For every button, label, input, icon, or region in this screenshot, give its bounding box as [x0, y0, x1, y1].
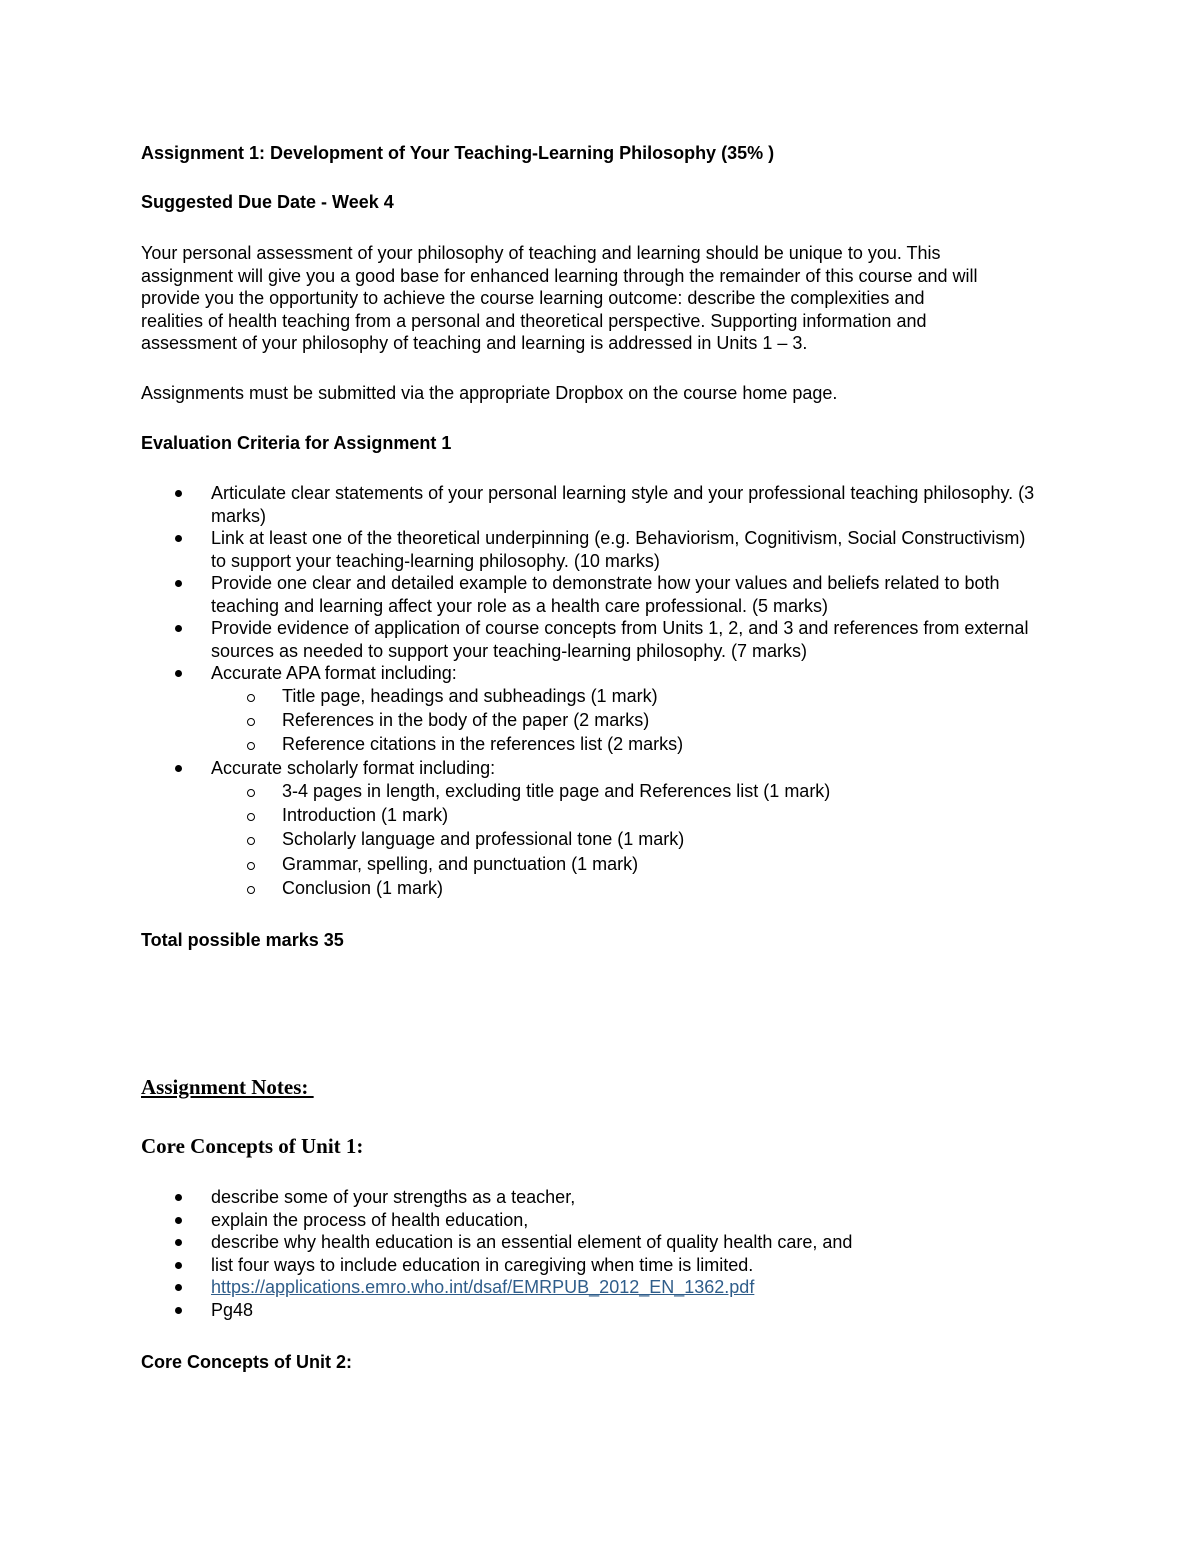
bullet-icon — [175, 535, 182, 542]
list-item — [141, 757, 1041, 901]
sub-item-text: 3-4 pages in length, excluding title page and References list (1 mark) — [282, 780, 831, 801]
criterion-text: Accurate scholarly format including: — [211, 758, 496, 779]
intro-line: provide you the opportunity to achieve the course learning outcome: describe the complexities and — [141, 288, 925, 308]
sub-list-item — [211, 853, 1041, 877]
bullet-icon — [175, 1307, 182, 1314]
list-item — [141, 1231, 1041, 1254]
sub-list — [141, 685, 1041, 758]
intro-line: assessment of your philosophy of teaching and learning is addressed in Units 1 – 3. — [141, 333, 808, 353]
notes-heading: Assignment Notes: — [141, 1075, 314, 1099]
sub-list — [141, 780, 1041, 901]
circle-bullet-icon — [247, 694, 255, 702]
list-item-text: list four ways to include education in caregiving when time is limited. — [211, 1254, 754, 1275]
criterion-text: Accurate APA format including: — [211, 663, 457, 683]
bullet-icon — [175, 1239, 182, 1246]
due-date: Suggested Due Date - Week 4 — [141, 192, 394, 212]
sub-item-text: Grammar, spelling, and punctuation (1 mark) — [282, 853, 639, 874]
bullet-icon — [175, 670, 182, 677]
unit2-heading: Core Concepts of Unit 2: — [141, 1352, 353, 1372]
sub-item-text: Conclusion (1 mark) — [282, 878, 444, 899]
circle-bullet-icon — [247, 813, 255, 821]
bullet-icon — [175, 1194, 182, 1201]
circle-bullet-icon — [247, 837, 255, 845]
circle-bullet-icon — [247, 789, 255, 797]
list-item — [141, 1276, 1041, 1299]
sub-list-item — [211, 877, 1041, 901]
list-item — [141, 482, 1041, 527]
sub-list-item — [211, 709, 1041, 733]
list-item — [141, 572, 1041, 617]
sub-list-item — [211, 733, 1041, 757]
bullet-icon — [175, 625, 182, 632]
sub-item-text: Title page, headings and subheadings (1 mark) — [282, 685, 658, 706]
who-pdf-link[interactable]: https://applications.emro.who.int/dsaf/EMRPUB_2012_EN_1362.pdf — [211, 1277, 755, 1297]
list-item — [141, 617, 1041, 662]
list-item — [141, 1299, 1041, 1322]
total-marks: Total possible marks 35 — [141, 930, 344, 950]
sub-list-item — [211, 685, 1041, 709]
circle-bullet-icon — [247, 742, 255, 750]
submission-note: Assignments must be submitted via the appropriate Dropbox on the course home page. — [141, 383, 838, 403]
intro-paragraph — [141, 242, 1061, 355]
intro-line: assignment will give you a good base for enhanced learning through the remainder of this course and will — [141, 265, 978, 286]
intro-line: realities of health teaching from a personal and theoretical perspective. Supporting information and — [141, 310, 927, 331]
sub-item-text: Introduction (1 mark) — [282, 805, 449, 826]
list-item — [141, 1209, 1041, 1232]
sub-list-item — [211, 780, 1041, 804]
circle-bullet-icon — [247, 718, 255, 726]
list-item-text: Pg48 — [211, 1299, 254, 1320]
bullet-icon — [175, 490, 182, 497]
list-item — [141, 527, 1041, 572]
sub-list-item — [211, 828, 1041, 852]
list-item — [141, 662, 1041, 757]
sub-item-text: Scholarly language and professional tone (1 mark) — [282, 829, 685, 850]
sub-item-text: Reference citations in the references list (2 marks) — [282, 734, 684, 755]
criterion-text: Provide one clear and detailed example to demonstrate how your values and beliefs related to both teaching and learning affect your role as a health care professional. (5 marks) — [211, 573, 1000, 616]
list-item-text: describe why health education is an essential element of quality health care, and — [211, 1232, 853, 1252]
list-item-text: describe some of your strengths as a teacher, — [211, 1187, 576, 1207]
list-item — [141, 1254, 1041, 1277]
sub-list-item — [211, 804, 1041, 828]
criterion-text: Provide evidence of application of course concepts from Units 1, 2, and 3 and references from external sources as needed to support your teaching-learning philosophy. (7 marks) — [211, 618, 1029, 661]
bullet-icon — [175, 765, 182, 772]
criteria-list — [141, 482, 1041, 901]
bullet-icon — [175, 1217, 182, 1224]
sub-item-text: References in the body of the paper (2 marks) — [282, 709, 650, 730]
circle-bullet-icon — [247, 862, 255, 870]
circle-bullet-icon — [247, 886, 255, 894]
unit1-list — [141, 1186, 1041, 1321]
bullet-icon — [175, 1284, 182, 1291]
criterion-text: Articulate clear statements of your personal learning style and your professional teaching philosophy. (3 marks) — [211, 483, 1035, 526]
list-item — [141, 1186, 1041, 1209]
assignment-title: Assignment 1: Development of Your Teaching-Learning Philosophy (35% ) — [141, 143, 775, 163]
unit1-heading: Core Concepts of Unit 1: — [141, 1134, 364, 1158]
criteria-heading: Evaluation Criteria for Assignment 1 — [141, 433, 452, 453]
intro-line: Your personal assessment of your philosophy of teaching and learning should be unique to you. This — [141, 243, 941, 263]
bullet-icon — [175, 580, 182, 587]
bullet-icon — [175, 1262, 182, 1269]
list-item-text: explain the process of health education, — [211, 1209, 529, 1230]
criterion-text: Link at least one of the theoretical underpinning (e.g. Behaviorism, Cognitivism, Social Constructivism) to support your teaching-learning philosophy. (10 marks) — [211, 528, 1026, 571]
